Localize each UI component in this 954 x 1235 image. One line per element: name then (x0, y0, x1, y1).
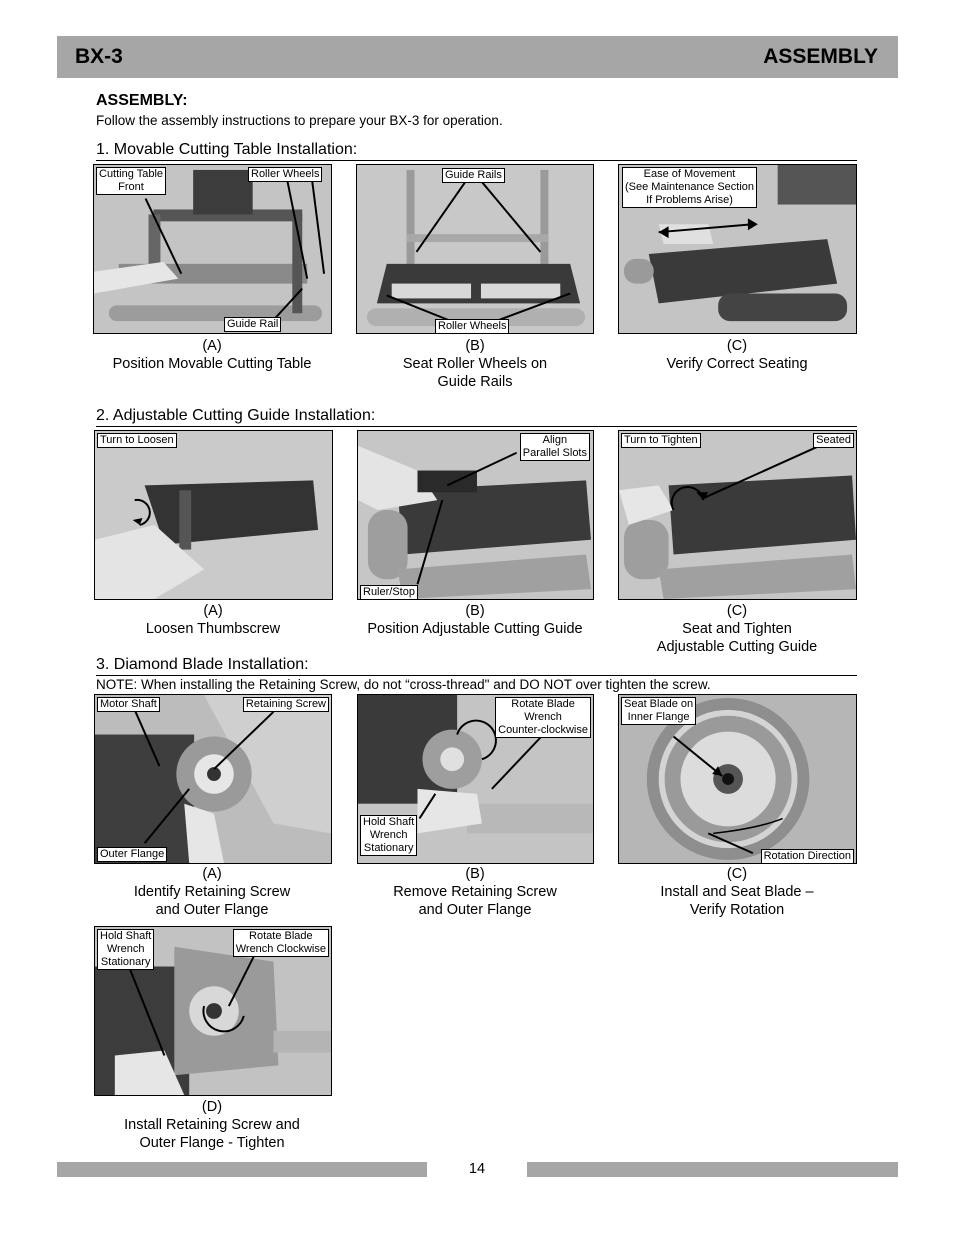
figure-2b-caption: (B) Position Adjustable Cutting Guide (367, 603, 583, 637)
label-hold-shaft-wrench: Hold Shaft Wrench Stationary (360, 815, 417, 856)
label-ease-of-movement: Ease of Movement (See Maintenance Section If Problems Arise) (622, 167, 757, 208)
label-align-parallel-slots: Align Parallel Slots (520, 433, 590, 461)
footer-bar-right (527, 1162, 898, 1177)
label-ruler-stop: Ruler/Stop (360, 585, 418, 600)
figure-2a-photo (94, 430, 333, 600)
figure-2a-caption: (A) Loosen Thumbscrew (145, 603, 281, 637)
figure-3c-caption: (C) Install and Seat Blade – Verify Rotation (660, 866, 814, 918)
model-name: BX-3 (75, 45, 123, 68)
label-guide-rail: Guide Rail (224, 317, 281, 332)
figure-1c-photo (618, 164, 857, 334)
label-rotation-direction: Rotation Direction (761, 849, 854, 864)
label-turn-to-loosen: Turn to Loosen (97, 433, 177, 448)
figure-2c-photo (618, 430, 857, 600)
label-retaining-screw: Retaining Screw (243, 697, 329, 712)
intro-text: Follow the assembly instructions to prepare your BX-3 for operation. (96, 113, 503, 128)
label-seated: Seated (813, 433, 854, 448)
label-seat-blade-inner-flange: Seat Blade on Inner Flange (621, 697, 696, 725)
label-outer-flange: Outer Flange (97, 847, 167, 862)
figure-3d-photo (94, 926, 332, 1096)
figure-3a-caption: (A) Identify Retaining Screw and Outer Flange (133, 866, 291, 918)
figure-1c-caption: (C) Verify Correct Seating (666, 338, 808, 372)
label-roller-wheels: Roller Wheels (248, 167, 322, 182)
label-turn-to-tighten: Turn to Tighten (621, 433, 701, 448)
label-rotate-blade-wrench: Rotate Blade Wrench Counter-clockwise (495, 697, 591, 738)
figure-1b-photo (356, 164, 594, 334)
figure-3d-caption: (D) Install Retaining Screw and Outer Flange - Tighten (124, 1099, 300, 1151)
label-rotate-blade-wrench-clockwise: Rotate Blade Wrench Clockwise (233, 929, 329, 957)
figure-2c-caption: (C) Seat and Tighten Adjustable Cutting Guide (656, 603, 818, 655)
figure-3b-photo (357, 694, 594, 864)
note-text: NOTE: When installing the Retaining Screw, do not “cross-thread" and DO NOT over tighten the screw. (96, 677, 711, 692)
page-number: 14 (468, 1161, 486, 1177)
label-roller-wheels: Roller Wheels (435, 319, 509, 334)
page-header (57, 36, 898, 78)
figure-2b-photo (357, 430, 594, 600)
header-title: ASSEMBLY (763, 45, 878, 68)
section-2-title: 2. Adjustable Cutting Guide Installation: (96, 407, 857, 427)
assembly-heading: ASSEMBLY: (96, 92, 188, 109)
figure-1a-photo (93, 164, 332, 334)
figure-3b-caption: (B) Remove Retaining Screw and Outer Flange (393, 866, 557, 918)
figure-3a-photo (94, 694, 332, 864)
section-3-title: 3. Diamond Blade Installation: (96, 656, 857, 676)
figure-1b-caption: (B) Seat Roller Wheels on Guide Rails (402, 338, 548, 390)
label-cutting-table-front: Cutting Table Front (96, 167, 166, 195)
figure-1a-caption: (A) Position Movable Cutting Table (112, 338, 312, 372)
label-guide-rails: Guide Rails (442, 168, 505, 183)
label-motor-shaft: Motor Shaft (97, 697, 160, 712)
label-hold-shaft-wrench: Hold Shaft Wrench Stationary (97, 929, 154, 970)
section-1-title: 1. Movable Cutting Table Installation: (96, 141, 857, 161)
figure-3c-photo (618, 694, 857, 864)
footer-bar-left (57, 1162, 427, 1177)
